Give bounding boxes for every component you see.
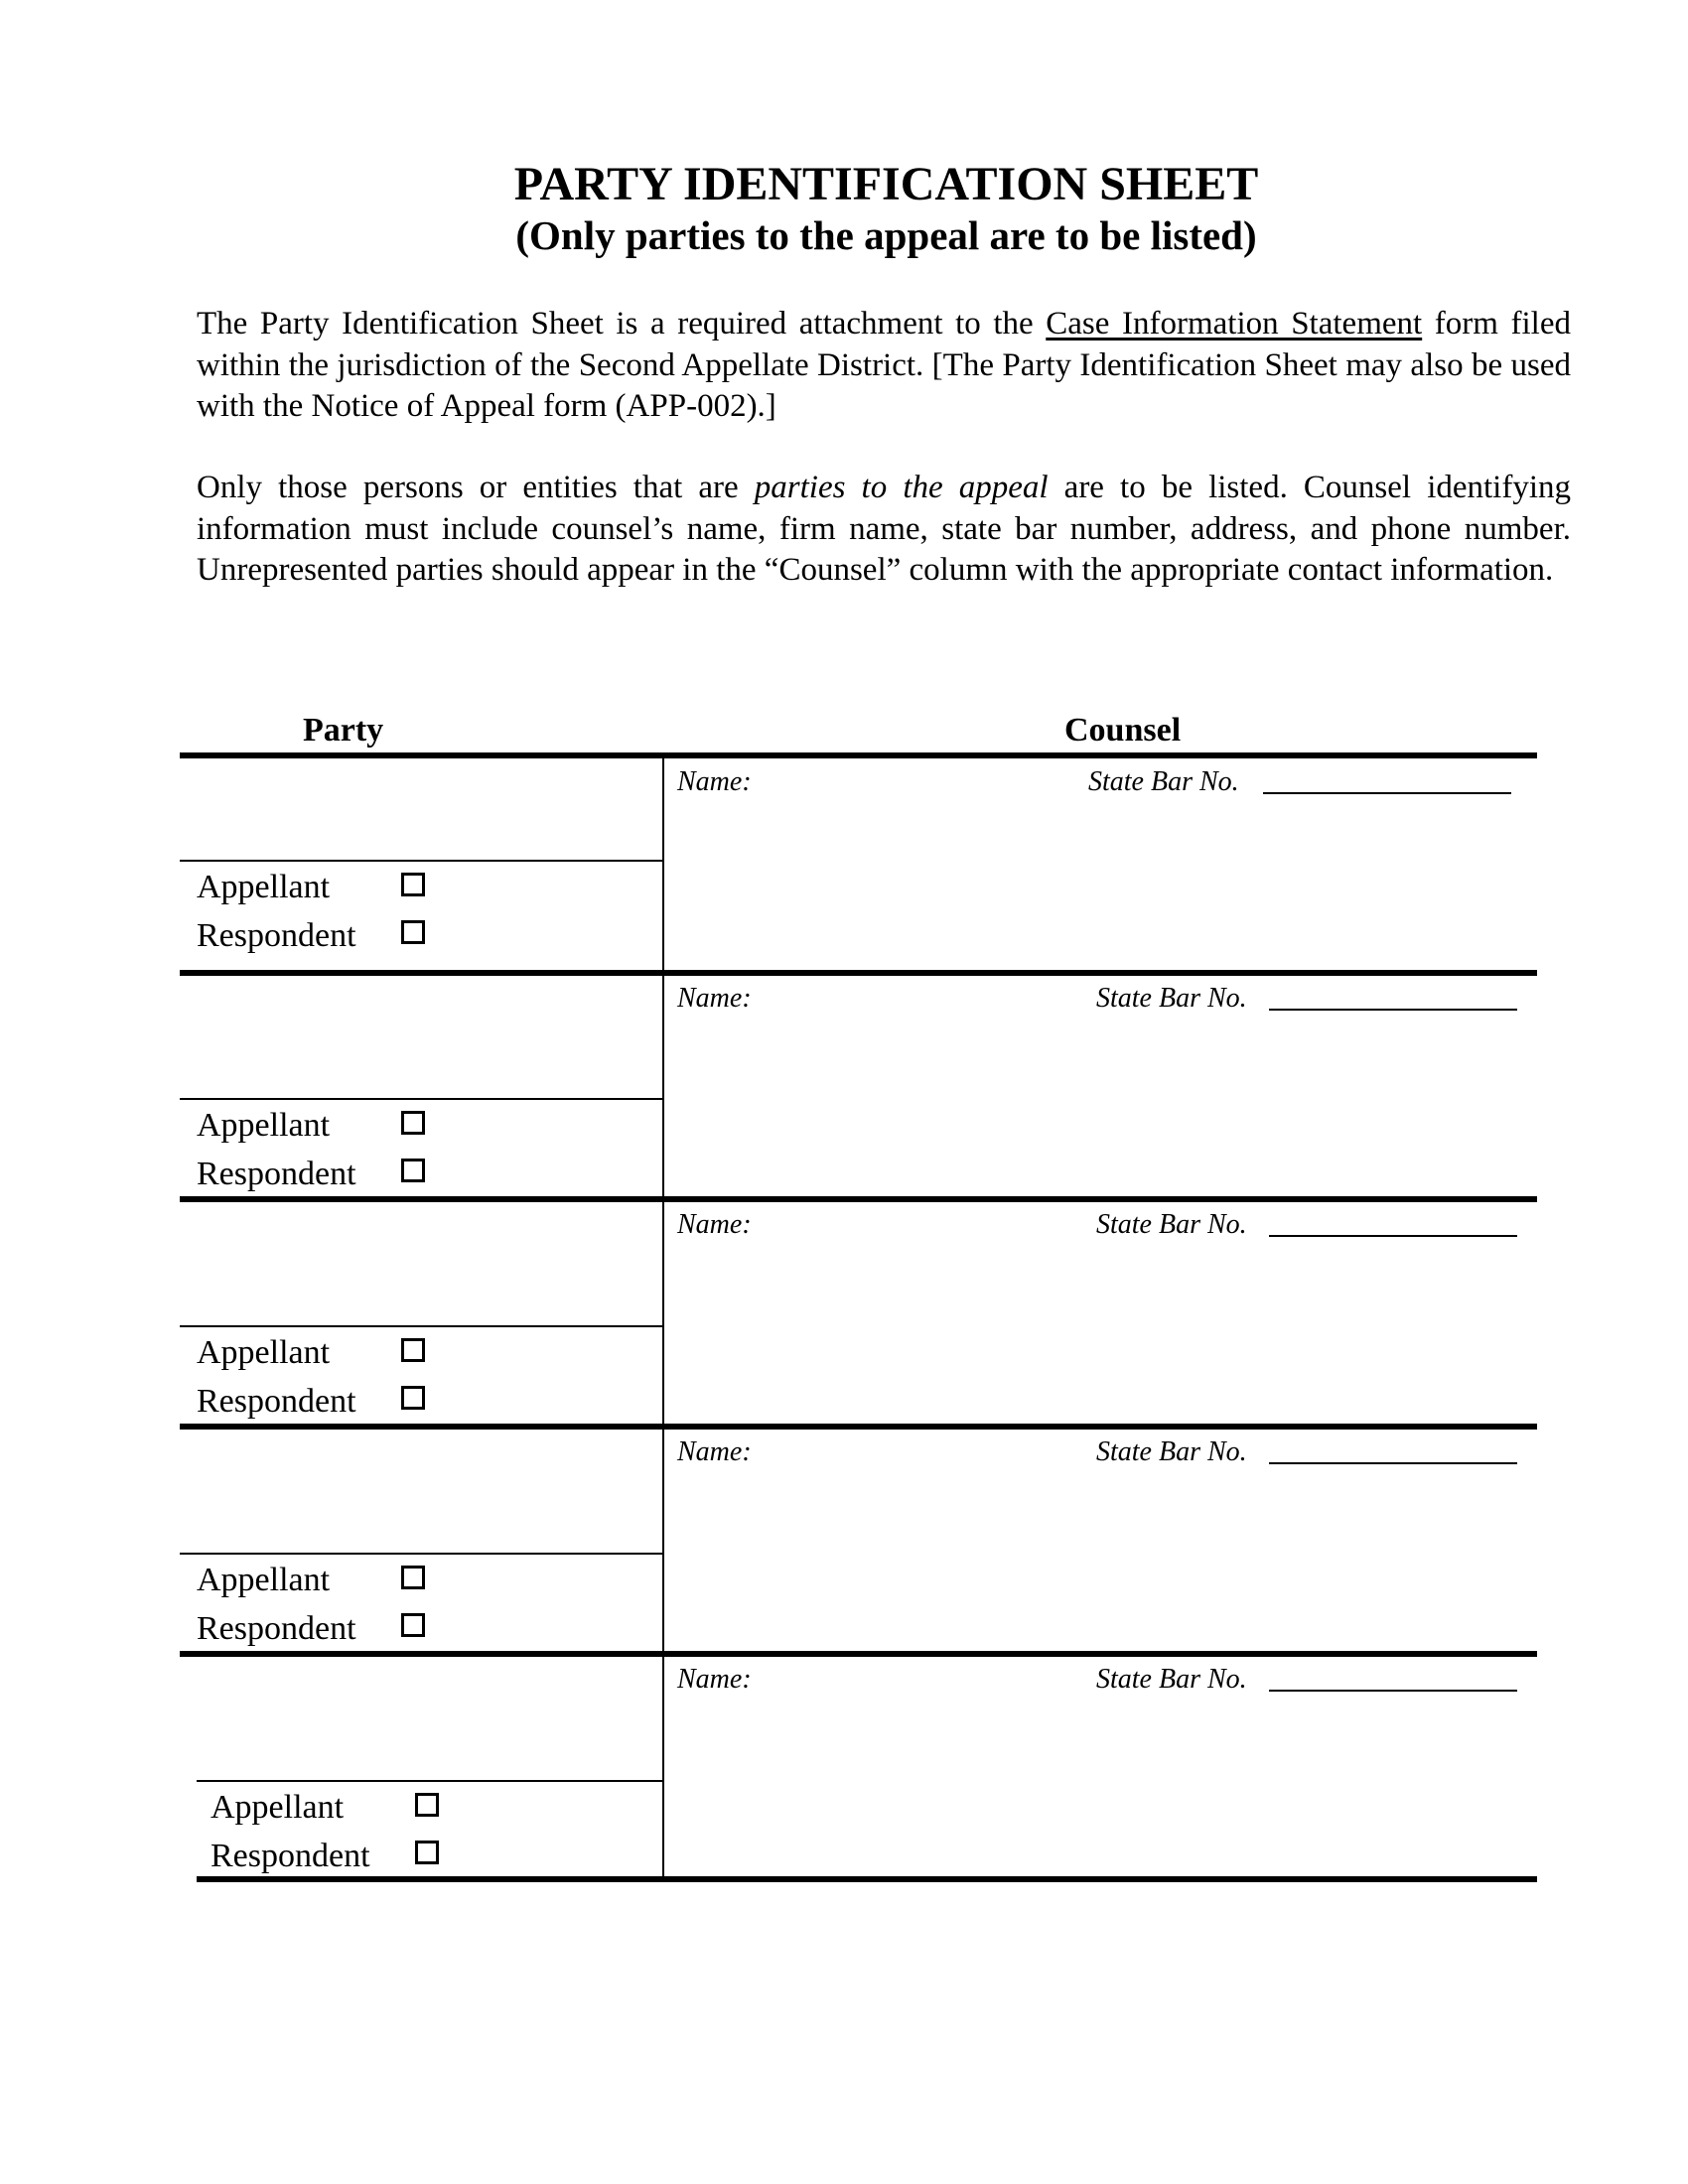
counsel-name-label: Name: [677,1436,752,1467]
respondent-checkbox[interactable] [415,1841,439,1864]
row-bottom-border [180,1196,1537,1202]
appellant-checkbox[interactable] [401,1338,425,1362]
column-divider [662,1654,664,1879]
appellant-checkbox[interactable] [401,873,425,896]
counsel-column-header: Counsel [1064,712,1182,749]
appellant-label: Appellant [197,1334,331,1371]
respondent-label: Respondent [211,1838,370,1874]
party-name-field[interactable] [201,1660,656,1776]
counsel-info-field[interactable] [671,1021,1525,1191]
party-name-underline [180,1098,663,1100]
party-name-underline [180,1325,663,1327]
respondent-label: Respondent [197,917,356,954]
party-name-underline [180,1553,663,1555]
state-bar-label: State Bar No. [1096,983,1247,1014]
counsel-info-field[interactable] [671,1247,1525,1419]
page-subtitle: (Only parties to the appeal are to be listed) [515,212,1257,258]
respondent-label: Respondent [197,1156,356,1192]
appellant-checkbox[interactable] [415,1793,439,1817]
state-bar-label: State Bar No. [1096,1664,1247,1695]
counsel-info-field[interactable] [671,1474,1525,1646]
column-divider [662,1199,664,1427]
intro-p2-emphasis: parties to the appeal [754,470,1049,505]
counsel-name-label: Name: [677,1209,752,1240]
row-bottom-border [180,1424,1537,1430]
row-bottom-border [180,1651,1537,1657]
column-divider [662,1427,664,1654]
column-divider [662,973,664,1199]
intro-p2-text-end: are to be listed. Counsel identifying information must include counsel’s name, firm name, state bar number, address, and phone number. Unrepresented parties should appear in the “Counsel” column with the appropriate contact information. [197,470,1572,588]
appellant-label: Appellant [211,1789,345,1826]
appellant-label: Appellant [197,869,331,905]
intro-p1-text-end: form filed within the jurisdiction of the Second Appellate District. [The Party Identification Sheet may also be used with the Notice of Appeal form (APP-002).] [197,306,1571,424]
table-top-border [180,752,1537,758]
state-bar-number-field[interactable] [1269,1690,1517,1692]
counsel-name-label: Name: [677,983,752,1014]
state-bar-number-field[interactable] [1263,792,1511,794]
state-bar-number-field[interactable] [1269,1009,1517,1011]
party-name-underline [180,860,663,862]
party-name-field[interactable] [184,762,656,856]
respondent-checkbox[interactable] [401,1386,425,1410]
appellant-label: Appellant [197,1107,331,1144]
party-column-header: Party [303,712,384,749]
party-name-field[interactable] [184,979,656,1094]
intro-paragraph-1 [197,304,1571,428]
state-bar-label: State Bar No. [1088,766,1239,797]
party-name-field[interactable] [184,1205,656,1321]
intro-p1-text: The Party Identification Sheet is a required attachment to the [197,306,1047,341]
respondent-label: Respondent [197,1383,356,1420]
page-title: PARTY IDENTIFICATION SHEET [513,158,1259,210]
state-bar-number-field[interactable] [1269,1462,1517,1464]
case-information-statement-link: Case Information Statement [1046,306,1423,341]
state-bar-label: State Bar No. [1096,1436,1247,1467]
state-bar-label: State Bar No. [1096,1209,1247,1240]
respondent-label: Respondent [197,1610,356,1647]
column-divider [662,756,664,973]
respondent-checkbox[interactable] [401,920,425,944]
party-name-field[interactable] [184,1433,656,1549]
counsel-name-label: Name: [677,766,752,797]
intro-p2-text: Only those persons or entities that are [197,470,755,505]
appellant-label: Appellant [197,1562,331,1598]
appellant-checkbox[interactable] [401,1111,425,1135]
appellant-checkbox[interactable] [401,1566,425,1589]
respondent-checkbox[interactable] [401,1613,425,1637]
intro-paragraph-2 [197,468,1571,592]
row-bottom-border [197,1876,1537,1882]
respondent-checkbox[interactable] [401,1159,425,1182]
counsel-info-field[interactable] [671,804,1525,965]
counsel-info-field[interactable] [671,1702,1525,1871]
counsel-name-label: Name: [677,1664,752,1695]
row-bottom-border [180,970,1537,976]
party-name-underline [197,1780,663,1782]
state-bar-number-field[interactable] [1269,1235,1517,1237]
